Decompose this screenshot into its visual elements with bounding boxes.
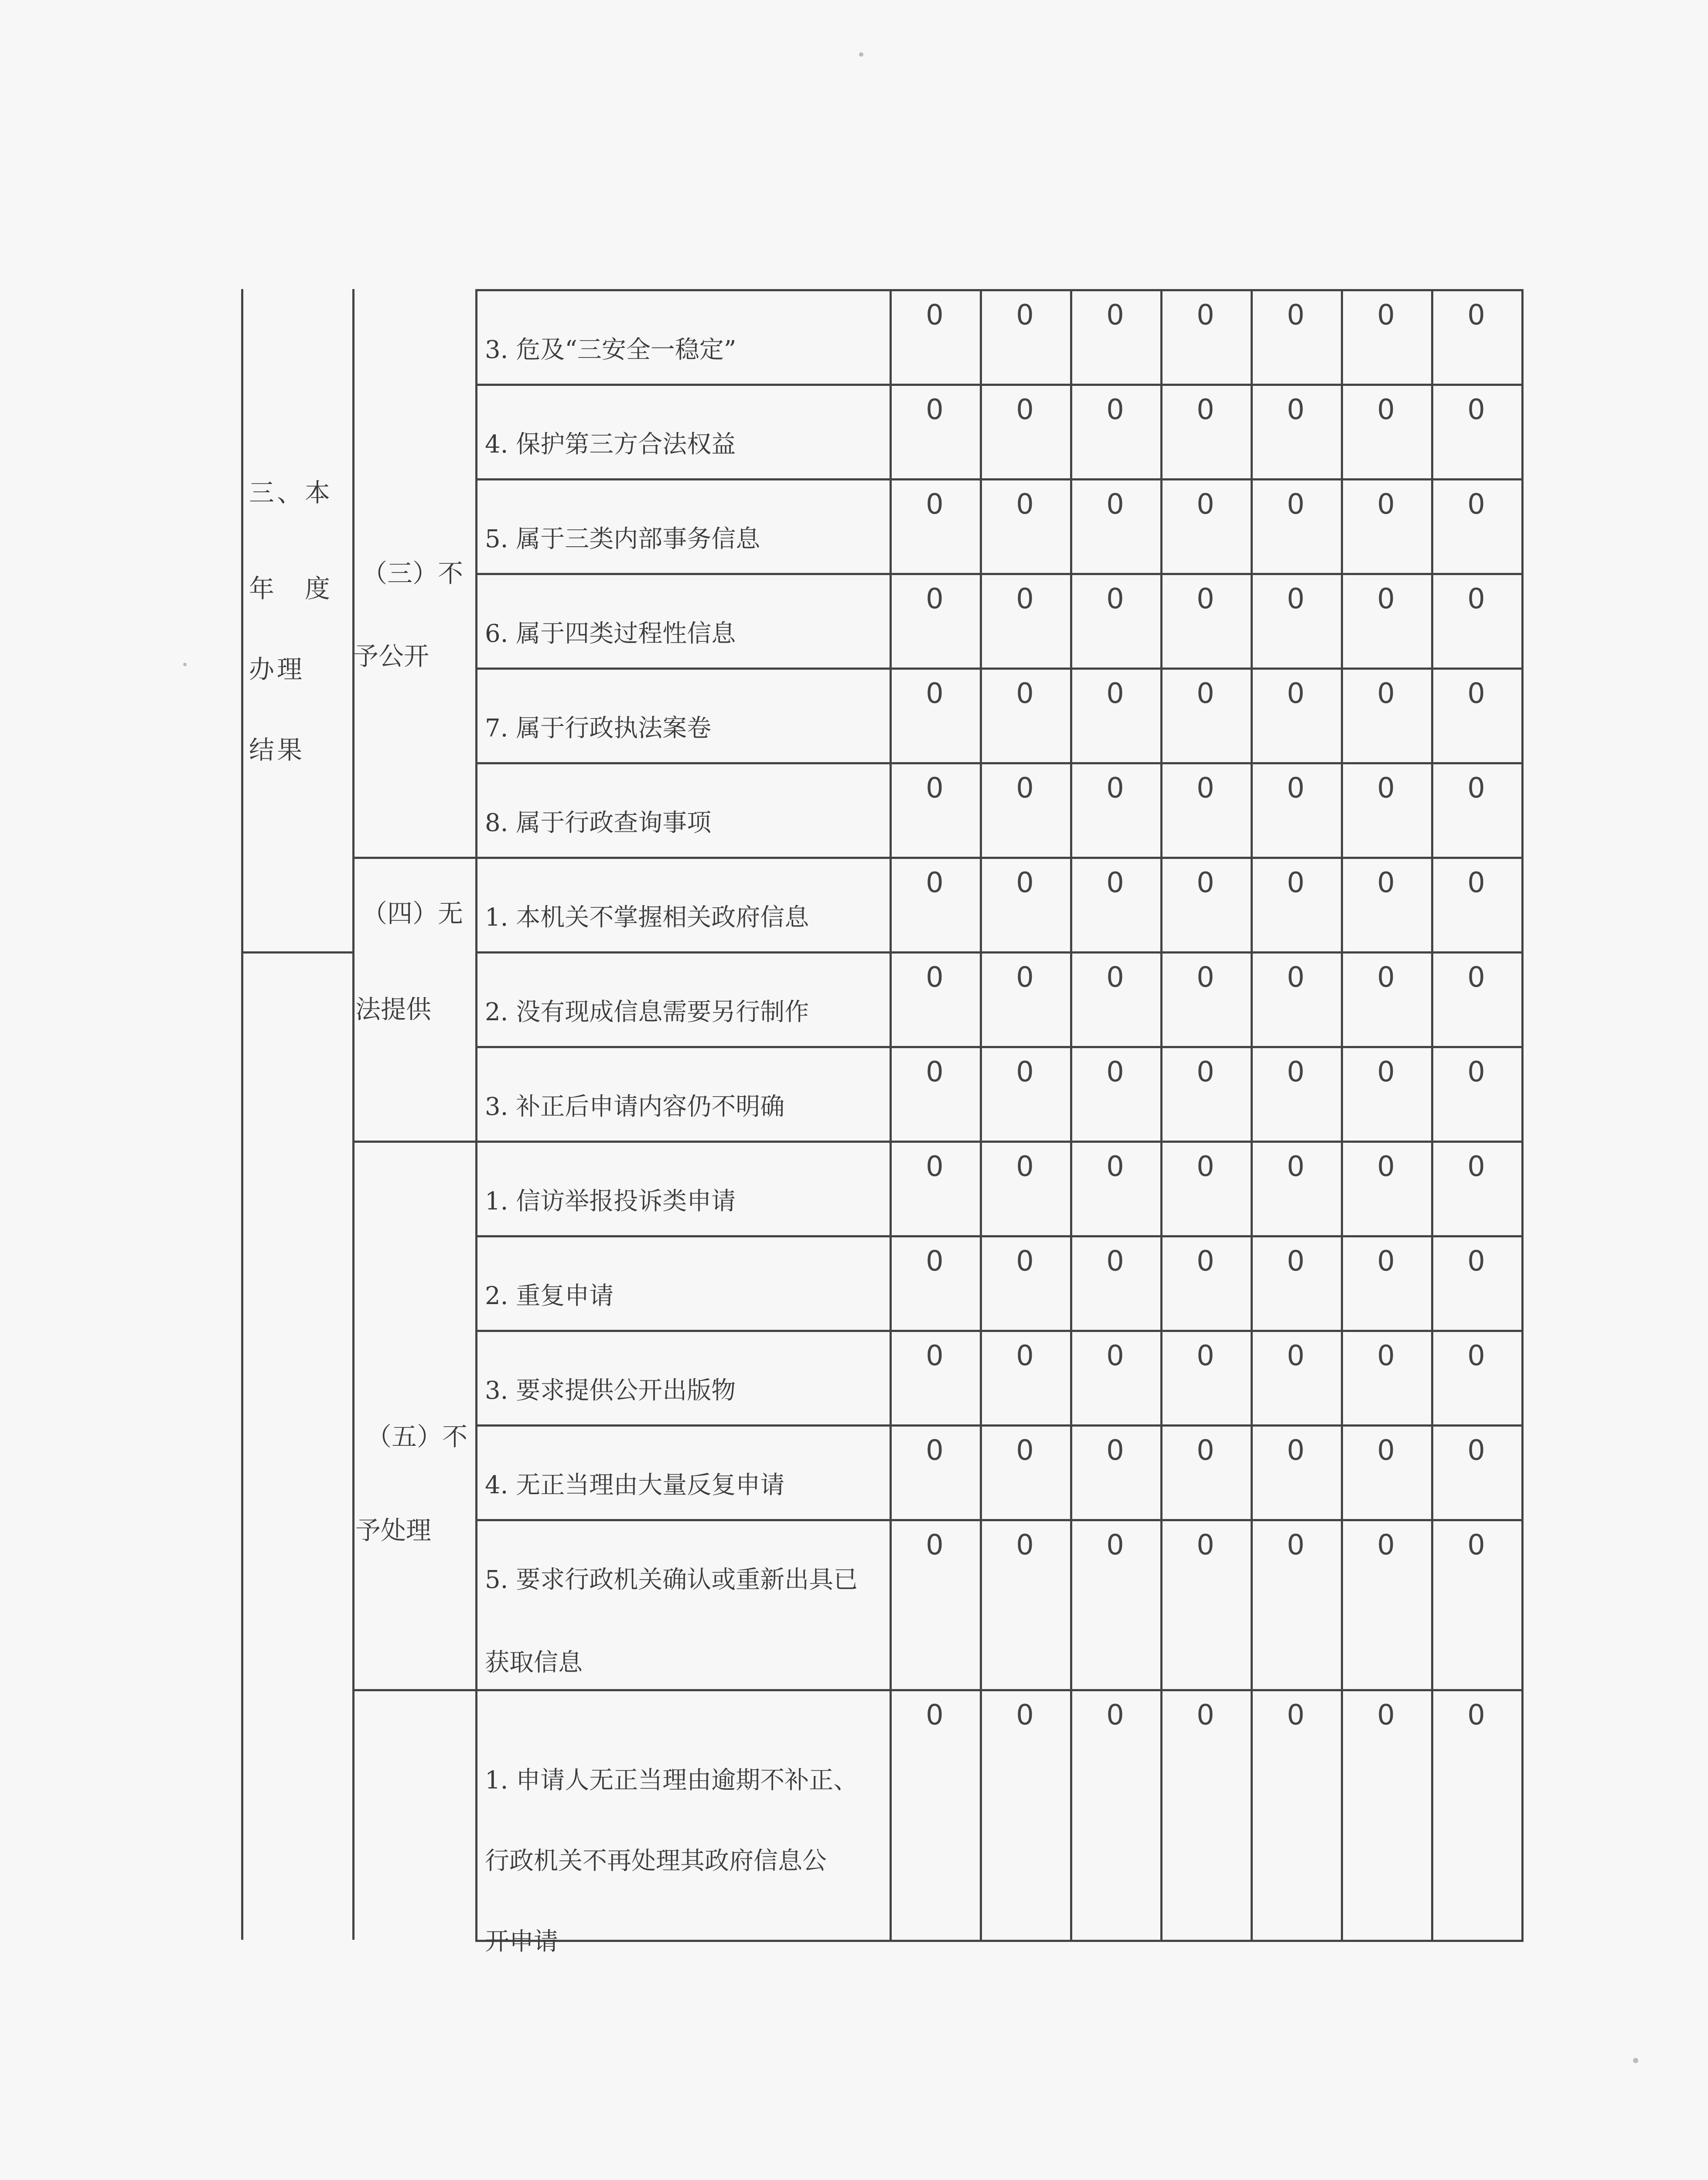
value-cell: 0 xyxy=(1287,772,1305,804)
row-item-label: 行政机关不再处理其政府信息公 xyxy=(485,1847,827,1875)
value-cell: 0 xyxy=(1016,1434,1034,1467)
value-cell: 0 xyxy=(1377,488,1395,521)
value-cell: 0 xyxy=(1197,1340,1214,1372)
value-cell: 0 xyxy=(1377,1529,1395,1561)
value-cell: 0 xyxy=(1016,299,1034,331)
value-cell: 0 xyxy=(1377,583,1395,615)
value-cell: 0 xyxy=(1467,1699,1485,1731)
value-cell: 0 xyxy=(1377,394,1395,426)
value-cell: 0 xyxy=(1287,1434,1305,1467)
section-divider xyxy=(241,951,352,954)
row-divider xyxy=(475,1519,1524,1521)
value-cell: 0 xyxy=(926,488,944,521)
value-cell: 0 xyxy=(1197,1434,1214,1467)
value-cell: 0 xyxy=(1016,1529,1034,1561)
row-divider xyxy=(475,1689,1524,1691)
row-item-label: 获取信息 xyxy=(485,1649,583,1677)
value-cell: 0 xyxy=(1287,1245,1305,1277)
value-cell: 0 xyxy=(1197,1699,1214,1731)
value-cell: 0 xyxy=(1377,1056,1395,1088)
value-cell: 0 xyxy=(926,1056,944,1088)
value-cell: 0 xyxy=(1106,1340,1124,1372)
value-cell: 0 xyxy=(926,1245,944,1277)
value-cell: 0 xyxy=(1287,678,1305,710)
value-cell: 0 xyxy=(926,583,944,615)
value-cell: 0 xyxy=(1377,867,1395,899)
group-label-line: （四）无 xyxy=(362,899,464,928)
value-column-border xyxy=(1160,289,1163,1942)
row-item-label: 8. 属于行政查询事项 xyxy=(485,809,712,837)
group-left-border xyxy=(352,289,355,1940)
value-cell: 0 xyxy=(1287,1151,1305,1183)
value-cell: 0 xyxy=(1467,1151,1485,1183)
row-divider xyxy=(475,1046,1524,1048)
value-cell: 0 xyxy=(1106,961,1124,994)
value-cell: 0 xyxy=(1197,678,1214,710)
value-cell: 0 xyxy=(1467,1529,1485,1561)
value-cell: 0 xyxy=(1467,299,1485,331)
value-cell: 0 xyxy=(1467,961,1485,994)
value-cell: 0 xyxy=(1287,394,1305,426)
value-cell: 0 xyxy=(1106,867,1124,899)
value-cell: 0 xyxy=(1197,1245,1214,1277)
row-item-label: 2. 重复申请 xyxy=(485,1282,614,1310)
row-divider xyxy=(475,1235,1524,1237)
group-divider xyxy=(352,1141,475,1143)
value-cell: 0 xyxy=(926,299,944,331)
section-label-line: 办理 xyxy=(249,654,305,684)
value-cell: 0 xyxy=(1197,1529,1214,1561)
row-divider xyxy=(475,1330,1524,1332)
value-cell: 0 xyxy=(1467,1056,1485,1088)
row-item-label: 3. 要求提供公开出版物 xyxy=(485,1376,736,1405)
row-item-label: 1. 信访举报投诉类申请 xyxy=(485,1187,736,1216)
table-right-border xyxy=(1521,289,1524,1942)
value-cell: 0 xyxy=(1467,1245,1485,1277)
value-cell: 0 xyxy=(926,1340,944,1372)
value-cell: 0 xyxy=(1016,961,1034,994)
value-cell: 0 xyxy=(1106,583,1124,615)
row-item-label: 开申请 xyxy=(485,1928,558,1956)
group-divider xyxy=(352,857,475,859)
row-divider xyxy=(475,857,1524,859)
value-cell: 0 xyxy=(1016,678,1034,710)
item-left-border xyxy=(475,289,477,1942)
group-label-line: 予处理 xyxy=(355,1516,432,1545)
value-cell: 0 xyxy=(1467,1340,1485,1372)
value-cell: 0 xyxy=(926,1699,944,1731)
value-cell: 0 xyxy=(1287,488,1305,521)
value-cell: 0 xyxy=(1106,678,1124,710)
value-cell: 0 xyxy=(1467,488,1485,521)
value-cell: 0 xyxy=(1287,299,1305,331)
value-cell: 0 xyxy=(1287,1056,1305,1088)
value-cell: 0 xyxy=(1197,488,1214,521)
value-cell: 0 xyxy=(1467,394,1485,426)
row-divider xyxy=(475,478,1524,480)
value-cell: 0 xyxy=(1377,678,1395,710)
value-cell: 0 xyxy=(1197,867,1214,899)
row-divider xyxy=(475,1424,1524,1427)
value-cell: 0 xyxy=(1106,1151,1124,1183)
row-divider xyxy=(475,668,1524,670)
row-divider xyxy=(475,384,1524,386)
value-cell: 0 xyxy=(1377,1340,1395,1372)
value-cell: 0 xyxy=(1287,583,1305,615)
value-cell: 0 xyxy=(1016,583,1034,615)
group-label-line: 法提供 xyxy=(355,995,432,1024)
row-item-label: 1. 本机关不掌握相关政府信息 xyxy=(485,903,809,932)
value-column-border xyxy=(980,289,982,1942)
value-cell: 0 xyxy=(1106,1434,1124,1467)
row-item-label: 7. 属于行政执法案卷 xyxy=(485,714,712,743)
value-cell: 0 xyxy=(1197,583,1214,615)
group-label-line: 予公开 xyxy=(353,641,430,671)
value-column-border xyxy=(1251,289,1253,1942)
value-cell: 0 xyxy=(1377,961,1395,994)
value-cell: 0 xyxy=(1377,1245,1395,1277)
section-label-line: 结果 xyxy=(249,735,305,765)
value-cell: 0 xyxy=(1106,1529,1124,1561)
value-cell: 0 xyxy=(1377,299,1395,331)
value-cell: 0 xyxy=(926,678,944,710)
value-cell: 0 xyxy=(1377,1699,1395,1731)
value-cell: 0 xyxy=(1016,488,1034,521)
value-cell: 0 xyxy=(1197,772,1214,804)
group-label-line: （五）不 xyxy=(366,1422,468,1451)
value-cell: 0 xyxy=(1467,1434,1485,1467)
value-cell: 0 xyxy=(1016,1245,1034,1277)
value-cell: 0 xyxy=(1197,394,1214,426)
section-left-border xyxy=(241,289,243,1940)
value-cell: 0 xyxy=(1287,1340,1305,1372)
row-divider xyxy=(475,289,1524,291)
row-item-label: 5. 要求行政机关确认或重新出具已 xyxy=(485,1566,858,1594)
value-cell: 0 xyxy=(1016,1151,1034,1183)
row-divider xyxy=(475,573,1524,575)
value-cell: 0 xyxy=(926,394,944,426)
value-cell: 0 xyxy=(1197,299,1214,331)
row-divider xyxy=(475,1141,1524,1143)
row-divider xyxy=(475,762,1524,764)
value-cell: 0 xyxy=(1016,772,1034,804)
row-item-label: 4. 保护第三方合法权益 xyxy=(485,430,736,459)
value-cell: 0 xyxy=(1467,583,1485,615)
value-cell: 0 xyxy=(1377,772,1395,804)
section-label-line: 年 度 xyxy=(249,574,333,603)
value-cell: 0 xyxy=(926,772,944,804)
value-cell: 0 xyxy=(1106,1056,1124,1088)
value-cell: 0 xyxy=(1287,867,1305,899)
row-item-label: 1. 申请人无正当理由逾期不补正、 xyxy=(485,1766,858,1795)
scan-speck xyxy=(859,52,863,57)
value-cell: 0 xyxy=(1467,867,1485,899)
row-item-label: 2. 没有现成信息需要另行制作 xyxy=(485,998,809,1026)
value-cell: 0 xyxy=(1197,1151,1214,1183)
value-cell: 0 xyxy=(1106,299,1124,331)
row-divider xyxy=(475,951,1524,954)
value-cell: 0 xyxy=(926,1151,944,1183)
row-item-label: 4. 无正当理由大量反复申请 xyxy=(485,1471,785,1499)
value-cell: 0 xyxy=(926,1529,944,1561)
value-cell: 0 xyxy=(1287,961,1305,994)
value-column-border xyxy=(890,289,892,1942)
value-cell: 0 xyxy=(926,867,944,899)
value-cell: 0 xyxy=(1016,394,1034,426)
row-item-label: 3. 补正后申请内容仍不明确 xyxy=(485,1093,785,1121)
value-cell: 0 xyxy=(1287,1699,1305,1731)
value-cell: 0 xyxy=(1016,867,1034,899)
scan-speck xyxy=(183,663,187,666)
value-column-border xyxy=(1070,289,1072,1942)
value-cell: 0 xyxy=(926,1434,944,1467)
value-cell: 0 xyxy=(1106,772,1124,804)
value-cell: 0 xyxy=(1106,488,1124,521)
value-cell: 0 xyxy=(926,961,944,994)
section-label-line: 三、本 xyxy=(249,478,333,508)
group-label-line: （三）不 xyxy=(362,559,464,588)
value-column-border xyxy=(1431,289,1433,1942)
value-cell: 0 xyxy=(1016,1699,1034,1731)
group-divider xyxy=(352,1689,475,1691)
scan-speck xyxy=(1633,2058,1638,2063)
value-cell: 0 xyxy=(1467,772,1485,804)
row-item-label: 6. 属于四类过程性信息 xyxy=(485,620,736,648)
value-cell: 0 xyxy=(1106,1245,1124,1277)
value-column-border xyxy=(1341,289,1343,1942)
row-item-label: 3. 危及“三安全一稳定” xyxy=(485,336,736,364)
value-cell: 0 xyxy=(1287,1529,1305,1561)
value-cell: 0 xyxy=(1377,1151,1395,1183)
value-cell: 0 xyxy=(1377,1434,1395,1467)
value-cell: 0 xyxy=(1106,394,1124,426)
value-cell: 0 xyxy=(1016,1340,1034,1372)
value-cell: 0 xyxy=(1467,678,1485,710)
value-cell: 0 xyxy=(1106,1699,1124,1731)
row-item-label: 5. 属于三类内部事务信息 xyxy=(485,525,760,553)
value-cell: 0 xyxy=(1197,1056,1214,1088)
value-cell: 0 xyxy=(1197,961,1214,994)
table-bottom-border xyxy=(475,1940,1524,1942)
value-cell: 0 xyxy=(1016,1056,1034,1088)
